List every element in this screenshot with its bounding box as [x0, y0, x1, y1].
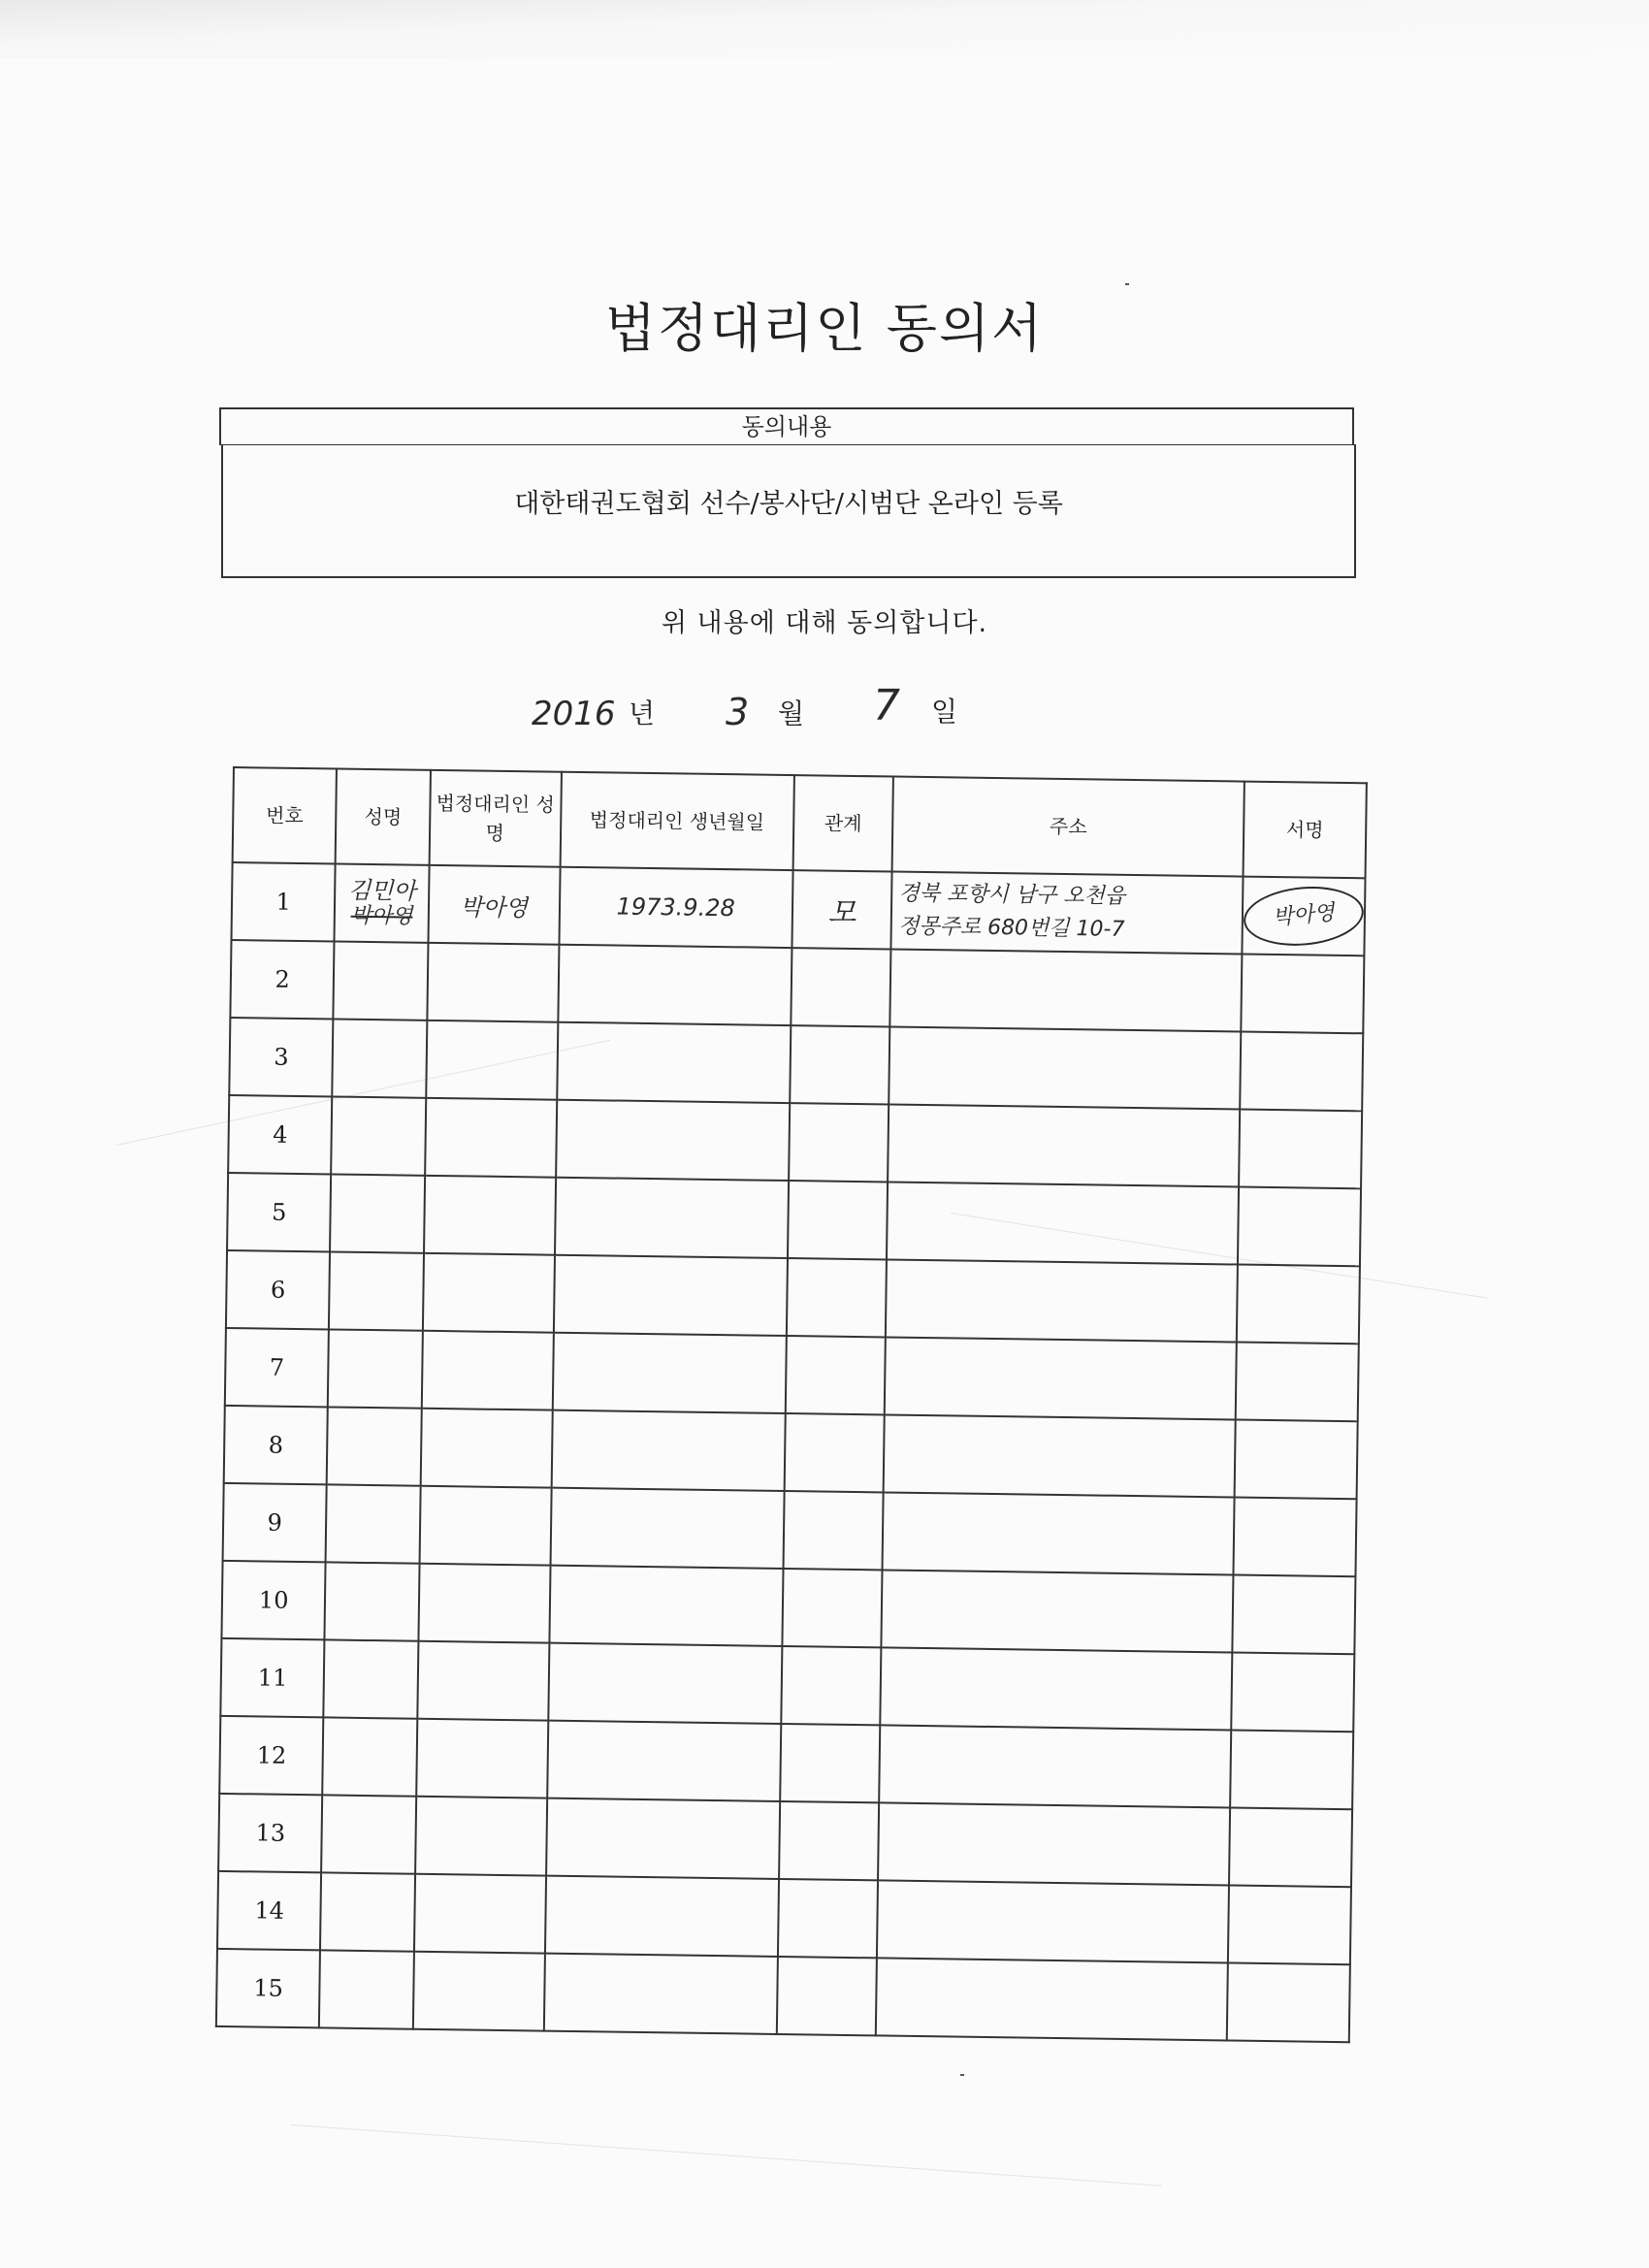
page-shadow [0, 0, 1649, 58]
relation [778, 1879, 879, 1958]
signature-cell [1239, 1110, 1362, 1189]
relation [782, 1569, 883, 1647]
guardian-name [422, 1331, 554, 1410]
name-cell [330, 1174, 425, 1252]
signature-cell [1241, 955, 1364, 1034]
row-number: 8 [224, 1406, 328, 1484]
header-address: 주소 [892, 777, 1245, 877]
address-cell [888, 1104, 1240, 1186]
signature-cell [1233, 1497, 1356, 1576]
address-cell [887, 1182, 1239, 1264]
name-cell [328, 1329, 423, 1408]
guardian-name [426, 1021, 558, 1100]
guardian-birth [554, 1178, 788, 1258]
signature-cell [1238, 1187, 1361, 1267]
address-line-2: 정몽주로 680번길 10-7 [897, 914, 1125, 942]
date-day-unit: 일 [931, 696, 958, 728]
guardian-birth [546, 1798, 780, 1879]
guardian-name [416, 1719, 548, 1798]
name-cell [323, 1717, 418, 1796]
row-number: 2 [230, 940, 334, 1019]
header-name: 성명 [336, 768, 431, 864]
guardian-name [418, 1564, 550, 1643]
guardian-birth [544, 1876, 778, 1957]
address-cell [889, 1026, 1241, 1109]
header-signature: 서명 [1243, 782, 1366, 879]
relation [783, 1491, 884, 1570]
address-cell [884, 1414, 1236, 1497]
guardian-birth [548, 1643, 782, 1724]
scan-speck [1125, 283, 1129, 285]
date-year-unit: 년 [629, 697, 656, 729]
guardian-name [425, 1098, 557, 1178]
agreement-statement: 위 내용에 대해 동의합니다. [661, 608, 988, 638]
row-number: 4 [228, 1095, 332, 1174]
header-guardian-birth: 법정대리인 생년월일 [560, 772, 794, 870]
paper-crease [291, 2124, 1162, 2187]
relation [788, 1181, 889, 1259]
table-row [216, 1949, 1350, 2042]
signature-cell [1228, 1885, 1351, 1964]
name-cell [335, 863, 430, 942]
guardian-table [215, 766, 1368, 2043]
guardian-birth [549, 1566, 783, 1646]
signature-cell [1237, 1265, 1360, 1345]
guardian-name: 박아영 [428, 865, 560, 945]
date-month-unit: 월 [778, 697, 805, 729]
guardian-birth: 1973.9.28 [559, 867, 792, 948]
row-number: 12 [219, 1716, 323, 1795]
guardian-birth [543, 1954, 777, 2034]
guardian-birth [551, 1410, 785, 1491]
signature-cell [1236, 1343, 1359, 1422]
table-row [232, 862, 1366, 956]
guardian-name [415, 1797, 547, 1876]
address-cell [883, 1492, 1235, 1574]
name-cell [325, 1562, 420, 1640]
relation: 모 [792, 870, 892, 949]
scan-speck [960, 2074, 964, 2076]
guardian-birth [557, 1022, 791, 1103]
address-cell [890, 949, 1243, 1031]
guardian-birth [547, 1721, 781, 1801]
name-cell [326, 1484, 421, 1563]
row-number: 7 [225, 1328, 329, 1407]
address-cell [881, 1647, 1233, 1730]
header-no: 번호 [233, 767, 338, 863]
row-number: 1 [232, 862, 336, 941]
consent-content: 대한태권도협회 선수/봉사단/시범단 온라인 등록 [221, 444, 1356, 578]
guardian-name [414, 1874, 546, 1954]
relation [780, 1724, 881, 1802]
address-cell [876, 1958, 1228, 2040]
signature-cell [1235, 1419, 1358, 1499]
relation [777, 1957, 878, 2035]
name-cell [321, 1795, 416, 1873]
date-line [532, 679, 1075, 737]
name-cell [319, 1950, 414, 2028]
guardian-birth [558, 945, 792, 1025]
name-cell [327, 1407, 422, 1485]
date-year: 2016 [532, 695, 616, 733]
relation [784, 1413, 885, 1492]
header-guardian-name: 법정대리인 성명 [429, 770, 561, 867]
row-number: 9 [223, 1483, 327, 1562]
student-name: 김민아 [347, 876, 416, 905]
address-cell [886, 1259, 1238, 1342]
signature-cell [1227, 1962, 1350, 2042]
guardian-birth [552, 1333, 786, 1413]
row-number: 10 [221, 1561, 325, 1639]
guardian-name [413, 1952, 545, 2031]
relation [786, 1336, 887, 1414]
name-cell [320, 1872, 415, 1951]
row-number: 3 [229, 1018, 333, 1096]
guardian-birth [553, 1255, 787, 1336]
guardian-name [423, 1253, 555, 1333]
relation [790, 1025, 890, 1104]
relation [791, 948, 891, 1026]
guardian-name [427, 943, 559, 1022]
signature-cell [1231, 1652, 1354, 1732]
name-cell [329, 1251, 424, 1330]
guardian-name [424, 1176, 556, 1255]
signature-cell [1242, 877, 1365, 956]
relation [787, 1258, 888, 1337]
address-cell [882, 1570, 1234, 1652]
signature: 박아영 [1241, 882, 1366, 951]
row-number: 15 [216, 1949, 320, 2027]
guardian-birth [550, 1488, 784, 1569]
signature-cell [1229, 1807, 1352, 1887]
relation [781, 1646, 882, 1725]
address-cell [885, 1337, 1237, 1419]
guardian-birth [556, 1100, 790, 1181]
row-number: 5 [227, 1173, 331, 1251]
struck-name: 박아영 [350, 903, 413, 929]
address-cell [878, 1802, 1230, 1885]
guardian-name [417, 1641, 549, 1721]
address-cell [891, 872, 1244, 955]
guardian-name [421, 1409, 553, 1488]
address-cell [877, 1880, 1229, 1962]
signature-cell [1232, 1574, 1355, 1654]
guardian-name [419, 1486, 551, 1566]
signature-cell [1240, 1032, 1363, 1112]
relation [789, 1103, 889, 1182]
table-header-row [233, 767, 1367, 878]
date-day: 7 [873, 681, 900, 730]
document-title: 법정대리인 동의서 [604, 298, 1045, 359]
signature-cell [1230, 1730, 1353, 1809]
address-line-1: 경북 포항시 남구 오천읍 [898, 881, 1126, 909]
header-relation: 관계 [792, 775, 893, 871]
name-cell [334, 941, 429, 1020]
date-month: 3 [726, 691, 750, 733]
row-number: 11 [220, 1638, 324, 1717]
consent-header: 동의내용 [219, 407, 1354, 445]
relation [779, 1801, 880, 1880]
address-cell [879, 1725, 1231, 1807]
name-cell [332, 1096, 427, 1175]
name-cell [324, 1639, 419, 1718]
row-number: 6 [226, 1250, 330, 1329]
row-number: 13 [218, 1794, 322, 1872]
row-number: 14 [217, 1871, 321, 1950]
name-cell [333, 1019, 428, 1097]
